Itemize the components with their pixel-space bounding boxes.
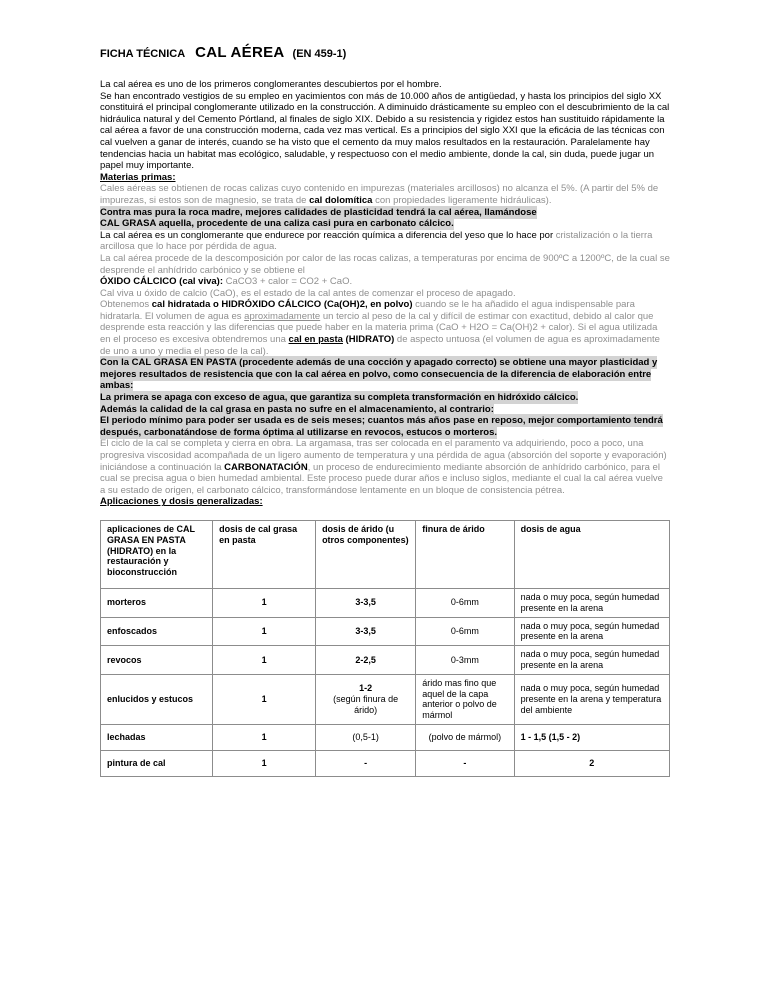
table-cell: 1: [213, 646, 316, 675]
title-suffix: (EN 459-1): [292, 48, 347, 60]
table-header-row: [101, 520, 670, 588]
text-segment: El periodo mínimo para poder ser usada es de seis meses; cuantos más años pase en reposo, mejor comportamiento tendrá después, carbonatándose de forma óptima al utilizarse en revocos, estucos o morteros.: [100, 415, 663, 438]
text-segment: cal hidratada o HIDRÓXIDO CÁLCICO (Ca(OH)2, en polvo): [151, 299, 413, 311]
text-segment: de aspecto untuosa (el volumen de agua es aproximadamente de uno a uno y media el peso de la cal).: [100, 334, 660, 357]
table-row: [101, 617, 670, 646]
table-cell: 0-6mm: [416, 617, 514, 646]
table-cell: 1: [213, 724, 316, 750]
text-segment: cal dolomítica: [309, 194, 373, 206]
text-segment: Obtenemos: [100, 299, 152, 311]
text-segment: Con la CAL GRASA EN PASTA (procedente además de una cocción y apagado correcto) se obtiene una mayor plasticidad y mejores resultados de resistencia que con la cal aérea en polvo, como consecuencia de la diferencia de elaboración entre ambas:: [100, 357, 658, 392]
table-body: [101, 588, 670, 776]
table-header-cell: aplicaciones de CAL GRASA EN PASTA (HIDRATO) en la restauración y bioconstrucción: [101, 520, 213, 588]
table-row: [101, 674, 670, 724]
cal-grasa-pasta-block: [100, 357, 670, 438]
text-segment: Cales aéreas se obtienen de rocas calizas cuyo contenido en impurezas (materiales arcillosos) no alcanza el 5%. (A partir del 5% de impurezas, si estos son de magnesio, se trata de: [100, 183, 659, 206]
text-segment: CARBONATACIÓN: [224, 461, 308, 473]
text-segment: Cal viva u óxido de calcio (CaO), es el estado de la cal antes de comenzar el proceso de apagado.: [100, 287, 516, 299]
table-cell: 2: [514, 750, 669, 776]
table-cell: lechadas: [101, 724, 213, 750]
aplicaciones-heading: [100, 496, 670, 508]
table-cell: 0-6mm: [416, 588, 514, 617]
text-segment: Contra mas pura la roca madre, mejores calidades de plasticidad tendrá la cal aérea, llamándose: [100, 206, 537, 218]
text-segment: cristalización o la tierra arcillosa que lo hace por pérdida de agua.: [100, 229, 653, 253]
table-cell: pintura de cal: [101, 750, 213, 776]
table-cell: enlucidos y estucos: [101, 674, 213, 724]
title-main: CAL AÉREA: [195, 44, 285, 61]
carbonatacion-paragraph: [100, 438, 670, 496]
table-row: [101, 724, 670, 750]
text-segment: La primera se apaga con exceso de agua, que garantiza su completa transformación en hidróxido cálcico.: [100, 392, 579, 404]
table-cell: (polvo de mármol): [416, 724, 514, 750]
table-cell: 1: [213, 674, 316, 724]
text-segment: cuando se le ha añadido el agua indispensable para hidratarla. El volumen de agua es: [100, 299, 635, 322]
table-cell: (0,5-1): [316, 724, 416, 750]
table-cell: 0-3mm: [416, 646, 514, 675]
table-cell: árido mas fino que aquel de la capa anterior o polvo de mármol: [416, 674, 514, 724]
table-cell: -: [316, 750, 416, 776]
table-cell-subtext: (según finura de árido): [333, 693, 399, 715]
table-cell: morteros: [101, 588, 213, 617]
table-cell: revocos: [101, 646, 213, 675]
materias-primas-heading: [100, 172, 670, 184]
table-cell: nada o muy poca, según humedad presente en la arena: [514, 617, 669, 646]
text-segment: CAL GRASA aquella, procedente de una caliza casi pura en carbonato cálcico.: [100, 218, 454, 230]
table-cell: 1: [213, 588, 316, 617]
text-segment: , un proceso de endurecimiento mediante absorción de anhídrido carbónico, para el cual se precisa agua o bien humedad ambiental. Este proceso puede durar años e incluso siglos, mediante el cual la cal aérea vuelve a su estado de origen, el carbonato cálcico, transformándose lentamente en un bloque de consistencia pétrea.: [100, 461, 663, 496]
table-cell: 3-3,5: [316, 617, 416, 646]
table-cell: 2-2,5: [316, 646, 416, 675]
table-cell: 1 - 1,5 (1,5 - 2): [514, 724, 669, 750]
table-cell: -: [416, 750, 514, 776]
table-header-cell: finura de árido: [416, 520, 514, 588]
table-row: [101, 646, 670, 675]
table-cell: nada o muy poca, según humedad presente en la arena y temperatura del ambiente: [514, 674, 669, 724]
text-segment: Además la calidad de la cal grasa en pasta no sufre en el almacenamiento, al contrario:: [100, 403, 494, 415]
text-segment: La cal aérea procede de la descomposición por calor de las rocas calizas, a temperaturas por encima de 900ºC a 1200ºC, de la cual se desprende el anhídrido carbónico y se obtiene el: [100, 252, 670, 276]
text-segment: (HIDRATO): [342, 334, 395, 346]
intro-paragraph: [100, 79, 670, 172]
cal-grasa-highlight-paragraph: [100, 207, 670, 230]
text-segment: con propiedades ligeramente hidráulicas).: [372, 194, 552, 206]
lime-process-paragraph: [100, 230, 670, 358]
applications-table: [100, 520, 670, 777]
table-cell: 3-3,5: [316, 588, 416, 617]
text-segment: aproximadamente: [244, 310, 321, 322]
title-prefix: FICHA TÉCNICA: [100, 48, 186, 60]
text-segment: un tercio al peso de la cal y difícil de estimar con exactitud, debido al calor que desprende esta reacción y las diferencias que puede haber en la materia prima (CaO + H2O = Ca(OH)2 + calor). Si el agua utilizada en el proceso es excesiva obtendremos una: [100, 310, 658, 346]
table-row: [101, 588, 670, 617]
text-segment: La cal aérea es uno de los primeros conglomerantes descubiertos por el hombre.: [100, 79, 442, 90]
table-cell: nada o muy poca, según humedad presente en la arena: [514, 588, 669, 617]
aplicaciones-heading-text: Aplicaciones y dosis generalizadas:: [100, 496, 263, 508]
table-cell: 1-2 (según finura de árido): [316, 674, 416, 724]
table-header-cell: dosis de árido (u otros componentes): [316, 520, 416, 588]
table-cell: enfoscados: [101, 617, 213, 646]
text-segment: ÓXIDO CÁLCICO (cal viva):: [100, 276, 223, 288]
text-segment: Se han encontrado vestigios de su empleo en yacimientos con más de 10.000 años de antigüedad, y hasta los principios del siglo XX constituirá el principal conglomerante utilizado en la construcción. A diminuido drásticamente su empleo con el descubrimiento de la cal hidráulica natural y del Cemento Pórtland, al finales de siglo XIX. Debido a su resistencia y rigidez estos han sustituido rápidamente la cal aérea a favor de una construcción moderna, cada vez mas vertical. Es a principios del siglo XXI que la eficácia de las técnicas con cal vuelven a ganar de interés, cuando se ha visto que el cemento da muy malos resultados en la restauración. Paralelamente hay tendencias hacia un habitat mas ecológico, saludable, y respectuoso con el medio ambiente, donde la cal, sin duda, puede jugar un papel muy importante.: [100, 90, 670, 172]
document-title: [100, 44, 670, 62]
table-row: [101, 750, 670, 776]
text-segment: CaCO3 + calor = CO2 + CaO.: [223, 276, 353, 288]
table-cell: nada o muy poca, según humedad presente en la arena: [514, 646, 669, 675]
text-segment: La cal aérea es un conglomerante que endurece por reacción química a diferencia del yeso que lo hace por: [100, 229, 556, 241]
raw-materials-paragraph: [100, 183, 670, 206]
text-segment: El ciclo de la cal se completa y cierra en obra. La argamasa, tras ser colocada en el paramento va adquiriendo, poco a poco, una progresiva viscosidad acompañada de un ligero aumento de temperatura y una pérdida de agua (absorción del soporte y evaporación) iniciándose a continuación la: [100, 438, 667, 473]
materias-primas-heading-text: Materias primas:: [100, 171, 176, 183]
table-header-cell: dosis de agua: [514, 520, 669, 588]
table-header-cell: dosis de cal grasa en pasta: [213, 520, 316, 588]
text-segment: cal en pasta: [288, 334, 343, 346]
table-head: [101, 520, 670, 588]
table-cell: 1: [213, 750, 316, 776]
table-cell: 1: [213, 617, 316, 646]
